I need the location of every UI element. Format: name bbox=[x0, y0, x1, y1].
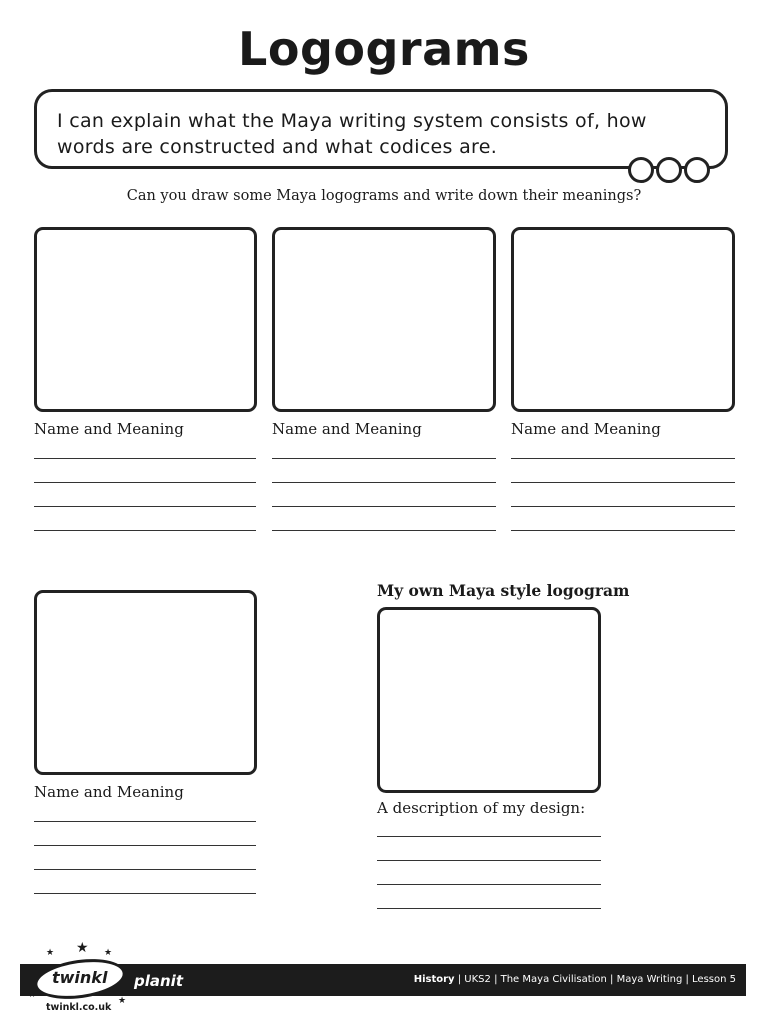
name-meaning-label-1: Name and Meaning bbox=[34, 420, 184, 438]
star-icon: ★ bbox=[28, 990, 37, 1000]
star-icon: ★ bbox=[118, 996, 127, 1006]
writing-lines-2[interactable] bbox=[272, 458, 496, 554]
star-icon: ★ bbox=[104, 948, 113, 958]
bubble-circle bbox=[628, 157, 654, 183]
writing-lines-1[interactable] bbox=[34, 458, 256, 554]
star-icon: ★ bbox=[76, 940, 89, 956]
name-meaning-label-4: Name and Meaning bbox=[34, 783, 184, 801]
writing-lines-3[interactable] bbox=[511, 458, 735, 554]
learning-objective-box bbox=[34, 89, 728, 169]
own-logogram-heading: My own Maya style logogram bbox=[377, 581, 630, 600]
footer-details: | UKS2 | The Maya Civilisation | Maya Writing | Lesson 5 bbox=[457, 974, 736, 985]
description-label: A description of my design: bbox=[377, 799, 586, 817]
name-meaning-label-3: Name and Meaning bbox=[511, 420, 661, 438]
footer-url: twinkl.co.uk bbox=[46, 1002, 112, 1013]
drawing-box-2[interactable] bbox=[272, 227, 496, 412]
twinkl-logo-text: twinkl bbox=[52, 968, 108, 987]
instruction-text: Can you draw some Maya logograms and write down their meanings? bbox=[126, 188, 642, 204]
bubble-circle bbox=[684, 157, 710, 183]
writing-lines-4[interactable] bbox=[34, 821, 256, 917]
description-lines[interactable] bbox=[377, 836, 601, 932]
planit-logo: planit bbox=[134, 972, 183, 990]
footer-info bbox=[414, 974, 736, 985]
own-logogram-box[interactable] bbox=[377, 607, 601, 793]
drawing-box-3[interactable] bbox=[511, 227, 735, 412]
drawing-box-1[interactable] bbox=[34, 227, 257, 412]
star-icon: ★ bbox=[46, 948, 55, 958]
learning-objective-text: I can explain what the Maya writing system consists of, how words are constructed and what codices are. bbox=[57, 110, 647, 158]
drawing-box-4[interactable] bbox=[34, 590, 257, 775]
footer-subject: History bbox=[413, 974, 455, 985]
thought-bubbles bbox=[628, 157, 718, 187]
page-title: Logograms bbox=[238, 22, 530, 76]
name-meaning-label-2: Name and Meaning bbox=[272, 420, 422, 438]
bubble-circle bbox=[656, 157, 682, 183]
